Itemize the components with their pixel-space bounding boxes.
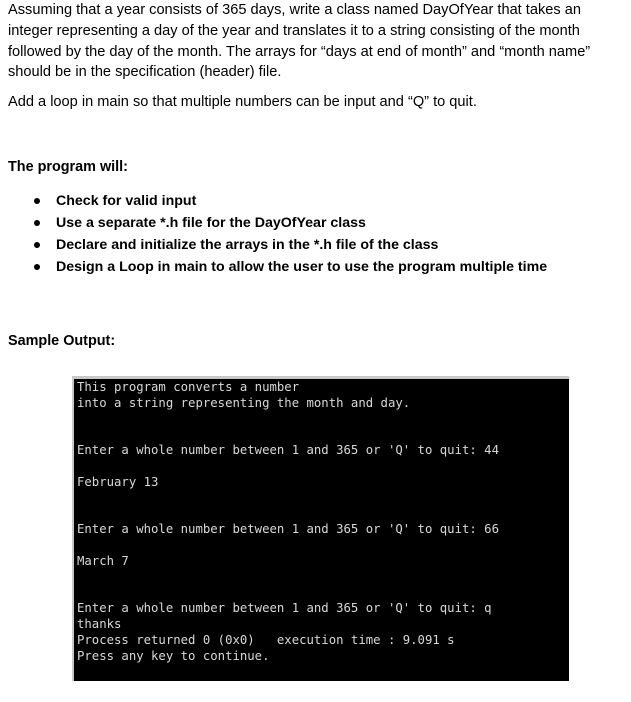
- console-line: thanks: [77, 617, 122, 631]
- console-line: Press any key to continue.: [77, 649, 270, 663]
- console-line: Process returned 0 (0x0) execution time : 9.091 s: [77, 633, 455, 647]
- console-line: Enter a whole number between 1 and 365 or 'Q' to quit: 66: [77, 522, 499, 536]
- bullet-icon: [34, 264, 40, 270]
- requirement-item: [0, 190, 547, 212]
- console-line: This program converts a number: [77, 380, 300, 394]
- console-window: [72, 376, 569, 681]
- requirement-item: [0, 212, 547, 234]
- bullet-icon: [34, 242, 40, 248]
- requirement-label: Check for valid input: [56, 193, 197, 209]
- console-line: into a string representing the month and day.: [77, 396, 411, 410]
- console-line: Enter a whole number between 1 and 365 or 'Q' to quit: q: [77, 601, 492, 615]
- requirement-label: Use a separate *.h file for the DayOfYear class: [56, 215, 366, 231]
- sample-output-heading: Sample Output:: [8, 333, 116, 349]
- bullet-icon: [34, 198, 40, 204]
- requirement-label: Design a Loop in main to allow the user to use the program multiple time: [56, 259, 548, 275]
- bullet-icon: [34, 220, 40, 226]
- requirements-list: [0, 190, 547, 278]
- console-line: March 7: [77, 554, 129, 568]
- requirements-heading: The program will:: [8, 159, 128, 175]
- console-line: February 13: [77, 475, 159, 489]
- requirement-item: [0, 256, 547, 278]
- loop-instruction-paragraph: Add a loop in main so that multiple numbers can be input and “Q” to quit.: [8, 94, 477, 110]
- console-line: Enter a whole number between 1 and 365 or 'Q' to quit: 44: [77, 443, 499, 457]
- requirement-label: Declare and initialize the arrays in the *.h file of the class: [56, 237, 439, 253]
- requirement-item: [0, 234, 547, 256]
- intro-paragraph: Assuming that a year consists of 365 days, write a class named DayOfYear that takes an integer representing a day of the year and translates it to a string consisting of the month followed by the day of the month. The arrays for “days at end of month” and “month name” should be in the specification (header) file.: [8, 2, 591, 81]
